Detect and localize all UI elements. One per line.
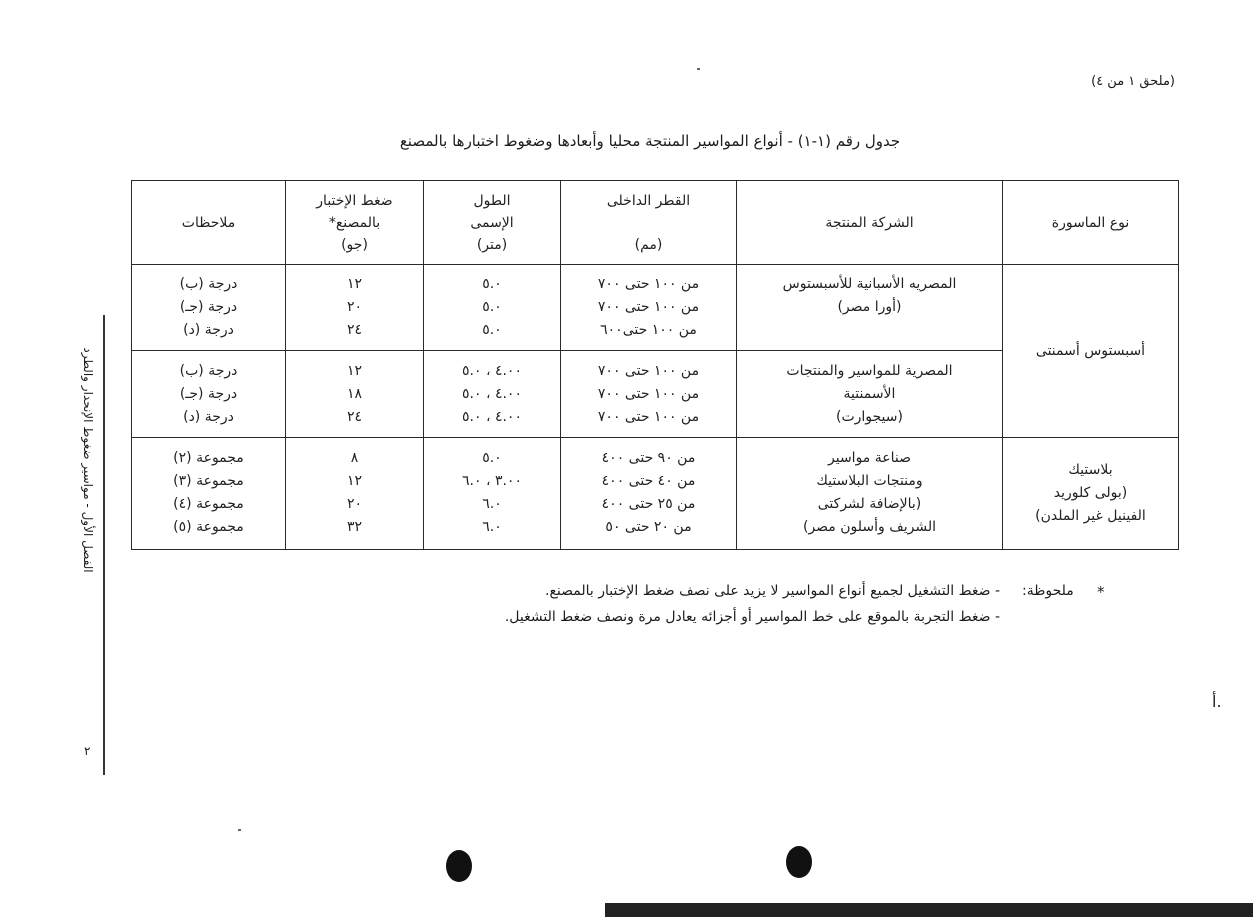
table-row — [132, 265, 1179, 351]
company-name: صناعة مواسير — [828, 450, 911, 467]
pressure-value: ٢٠ — [346, 496, 363, 513]
pressure-value: ٢٤ — [346, 322, 363, 339]
note-value: درجة (ب) — [179, 362, 238, 379]
company-name-line: (بالإضافة لشركتى — [817, 496, 922, 513]
length-value: ٥.٠ — [482, 276, 502, 293]
pipe-type-line: (بولى كلوريد — [1053, 484, 1128, 501]
length-value: ٥.٠ — [482, 322, 502, 339]
diameter-cell — [561, 437, 737, 549]
note-value: مجموعة (٣) — [173, 473, 244, 490]
length-cell — [424, 351, 561, 437]
header-diameter-label: القطر الداخلى — [606, 192, 691, 209]
diameter-value: من ١٠٠ حتى ٧٠٠ — [597, 276, 700, 293]
company-name-line: (سيجوارت) — [836, 408, 903, 425]
header-pressure-unit: (جو) — [341, 236, 368, 253]
header-company: الشركة المنتجة — [737, 181, 1003, 265]
company-cell — [737, 265, 1003, 351]
diameter-value: من ٢٠ حتى ٥٠ — [605, 519, 692, 536]
diameter-value: من ١٠٠ حتى٦٠٠ — [600, 322, 697, 339]
table-title: جدول رقم (١-١) - أنواع المواسير المنتجة محليا وأبعادها وضغوط اختبارها بالمصنع — [399, 132, 901, 150]
pressure-cell — [286, 437, 424, 549]
diameter-value: من ٢٥ حتى ٤٠٠ — [601, 496, 696, 513]
header-notes: ملاحظات — [132, 181, 286, 265]
pipe-type-line: الفينيل غير الملدن) — [1035, 507, 1146, 524]
diameter-value: من ١٠٠ حتى ٧٠٠ — [597, 362, 700, 379]
length-value: ٦.٠ — [482, 496, 502, 513]
speck — [238, 829, 241, 831]
company-cell — [737, 351, 1003, 437]
pipe-type-cell: أسبستوس أسمنتى — [1003, 265, 1179, 437]
footnote-line-1: - ضغط التشغيل لجميع أنواع المواسير لا يزيد على نصف ضغط الإختبار بالمصنع. — [545, 583, 1000, 599]
speck — [697, 68, 700, 70]
note-value: درجة (ب) — [179, 276, 238, 293]
pressure-value: ١٢ — [346, 473, 363, 490]
length-cell — [424, 437, 561, 549]
notes-cell — [132, 351, 286, 437]
punch-hole-right — [786, 846, 812, 878]
company-name: المصريه الأسبانية للأسبستوس — [782, 276, 957, 293]
header-length-label-2: الإسمى — [470, 214, 514, 231]
pressure-cell — [286, 265, 424, 351]
diameter-cell — [561, 265, 737, 351]
company-name-line: الأسمنتية — [843, 385, 896, 402]
header-pressure — [286, 181, 424, 265]
length-value: ٦.٠ — [482, 519, 502, 536]
company-name-line: ومنتجات البلاستيك — [816, 473, 923, 490]
diameter-value: من ١٠٠ حتى ٧٠٠ — [597, 385, 700, 402]
length-value: ٤.٠٠ ، ٥.٠ — [462, 362, 522, 379]
table-row — [132, 437, 1179, 549]
scan-edge-bar — [605, 903, 1253, 917]
note-value: درجة (د) — [183, 322, 234, 339]
header-pipe-type: نوع الماسورة — [1003, 181, 1179, 265]
note-value: مجموعة (٥) — [173, 519, 244, 536]
length-cell — [424, 265, 561, 351]
note-value: مجموعة (٢) — [173, 450, 244, 467]
pressure-value: ٨ — [350, 450, 359, 467]
company-name-line: الشريف وأسلون مصر) — [802, 519, 936, 536]
length-value: ٤.٠٠ ، ٥.٠ — [462, 385, 522, 402]
diameter-value: من ٤٠ حتى ٤٠٠ — [601, 473, 696, 490]
footnote-line-2: - ضغط التجربة بالموقع على خط المواسير أو أجزائه يعادل مرة ونصف ضغط التشغيل. — [504, 609, 1000, 625]
margin-rule — [103, 315, 105, 775]
page-number: ٢ — [84, 744, 91, 758]
pressure-value: ٢٠ — [346, 299, 363, 316]
length-value: ٥.٠ — [482, 450, 502, 467]
note-value: درجة (د) — [183, 408, 234, 425]
diameter-value: من ١٠٠ حتى ٧٠٠ — [597, 299, 700, 316]
pipe-type-line: بلاستيك — [1068, 461, 1113, 478]
note-value: درجة (جـ) — [179, 385, 238, 402]
pressure-cell — [286, 351, 424, 437]
length-value: ٣.٠٠ ، ٦.٠ — [462, 473, 522, 490]
pipes-table — [131, 180, 1179, 550]
pressure-value: ٢٤ — [346, 408, 363, 425]
length-value: ٥.٠ — [482, 299, 502, 316]
company-name-line: (أورا مصر) — [837, 299, 902, 316]
table-header-row — [132, 181, 1179, 265]
header-length-label: الطول — [473, 192, 511, 209]
header-diameter — [561, 181, 737, 265]
notes-cell — [132, 437, 286, 549]
footnote-star: * — [1097, 583, 1105, 601]
chapter-side-title: الفصل الأول - مواسير ضغوط الإنحدار والطرد — [81, 347, 95, 573]
notes-cell — [132, 265, 286, 351]
note-value: درجة (جـ) — [179, 299, 238, 316]
pressure-value: ١٢ — [346, 362, 363, 379]
pressure-value: ٣٢ — [346, 519, 363, 536]
header-pressure-label: ضغط الإختبار — [316, 192, 393, 209]
pressure-value: ١٨ — [346, 385, 363, 402]
length-value: ٤.٠٠ ، ٥.٠ — [462, 408, 522, 425]
diameter-value: من ١٠٠ حتى ٧٠٠ — [597, 408, 700, 425]
company-cell — [737, 437, 1003, 549]
company-name: المصرية للمواسير والمنتجات — [786, 362, 953, 379]
page-reference: (ملحق ١ من ٤) — [1091, 74, 1175, 89]
footnote-label: ملحوظة: — [1022, 583, 1074, 599]
margin-mark: أ. — [1212, 692, 1222, 711]
header-length — [424, 181, 561, 265]
pipe-type-cell — [1003, 437, 1179, 549]
punch-hole-left — [446, 850, 472, 882]
header-pressure-label-2: بالمصنع* — [328, 214, 381, 231]
header-diameter-unit: (مم) — [634, 236, 663, 253]
header-length-unit: (متر) — [476, 236, 508, 253]
pressure-value: ١٢ — [346, 276, 363, 293]
note-value: مجموعة (٤) — [173, 496, 244, 513]
diameter-value: من ٩٠ حتى ٤٠٠ — [601, 450, 696, 467]
diameter-cell — [561, 351, 737, 437]
